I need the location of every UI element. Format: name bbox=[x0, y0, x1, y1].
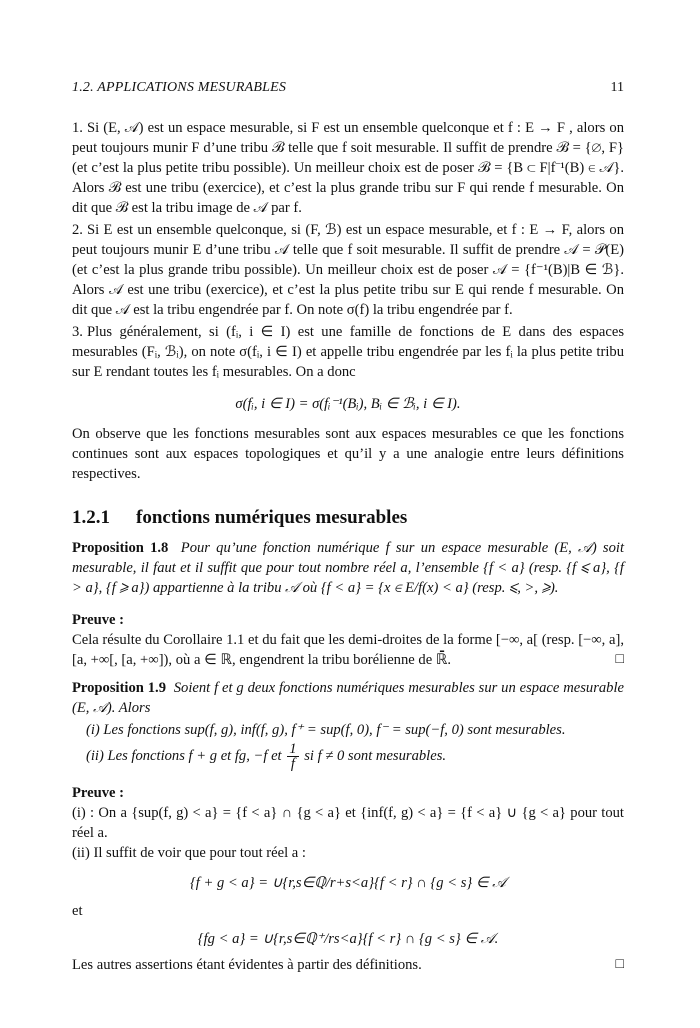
subsection-number: 1.2.1 bbox=[72, 507, 110, 528]
item-ii-after: si f ≠ 0 sont mesurables. bbox=[304, 747, 447, 764]
conclusion-text: Les autres assertions étant évidentes à partir des définitions. bbox=[72, 957, 422, 973]
proof-2-line-i: (i) : On a {sup(f, g) < a} = {f < a} ∩ {g < a} et {inf(f, g) < a} = {f < a} ∪ {g < a} pour tout réel a. bbox=[72, 805, 624, 841]
proposition-text: Pour qu’une fonction numérique f sur un espace mesurable (E, 𝒜) soit mesurable, il faut et il suffit que pour tout nombre réel a, l’ensemble {f < a} (resp. {f ⩽ a}, {f > a}, {f ⩾ a}) appartienne à la tribu 𝒜 où {f < a} = {x ∈ E/f(x) < a} (resp. ⩽, >, ⩾). bbox=[72, 540, 625, 596]
page-body bbox=[72, 118, 624, 975]
list-item-text: Si E est un ensemble quelconque, si (F, ℬ) est un espace mesurable, et f : E → F, alors on peut toujours munir E d’une tribu 𝒜 telle que f soit mesurable. Il suffit de prendre 𝒜 = 𝒫(E) (et c’est la plus grande tribu possible). Un meilleur choix est de poser 𝒜 = {f⁻¹(B)|B ∈ ℬ}. Alors 𝒜 est une tribu (exercice), et c’est la plus petite tribu sur E qui rende f mesurable. On dit que 𝒜 est la tribu engendrée par f. On note σ(f) la tribu engendrée par f. bbox=[72, 222, 624, 318]
fraction-one-over-f bbox=[287, 742, 298, 771]
list-item bbox=[72, 220, 624, 320]
connector-et: et bbox=[72, 903, 83, 919]
proposition-1-8 bbox=[72, 538, 624, 598]
proposition-1-9 bbox=[72, 678, 624, 718]
list-item-text: Si (E, 𝒜) est un espace mesurable, si F est un ensemble quelconque et f : E → F , alors on peut toujours munir F d’une tribu ℬ telle que f soit mesurable. Il suffit de prendre ℬ = {∅, F} (et c’est la plus petite tribu possible). Un meilleur choix est de poser ℬ = {B ⊂ F|f⁻¹(B) ∈ 𝒜}. Alors ℬ est une tribu (exercice), et c’est la plus grande tribu sur F qui rende f mesurable. On dit que ℬ est la tribu image de 𝒜 par f. bbox=[72, 120, 624, 216]
list-item-number: 3. bbox=[72, 324, 83, 340]
qed-symbol: □ bbox=[615, 652, 624, 667]
proof-1-paragraph bbox=[72, 630, 624, 670]
list-item bbox=[72, 322, 624, 382]
equation-product: {fg < a} = ∪{r,s∈ℚ⁺/rs<a}{f < r} ∩ {g < s} ∈ 𝒜. bbox=[197, 931, 499, 947]
list-item bbox=[72, 118, 624, 218]
proof-text: Cela résulte du Corollaire 1.1 et du fait que les demi-droites de la forme [−∞, a[ (resp. [−∞, a], [a, +∞[, [a, +∞]), où a ∈ ℝ, engendrent la tribu borélienne de ℝ̄. bbox=[72, 632, 624, 668]
proposition-item-i: (i) Les fonctions sup(f, g), inf(f, g), f⁺ = sup(f, 0), f⁻ = sup(−f, 0) sont mesurables. bbox=[86, 722, 566, 738]
list-item-number: 1. bbox=[72, 120, 83, 136]
running-header-section: 1.2. APPLICATIONS MESURABLES bbox=[72, 80, 287, 95]
equation-sum: {f + g < a} = ∪{r,s∈ℚ/r+s<a}{f < r} ∩ {g < s} ∈ 𝒜 bbox=[189, 875, 507, 891]
proposition-item-ii bbox=[86, 742, 624, 771]
fraction-numerator: 1 bbox=[289, 741, 297, 757]
item-ii-before: (ii) Les fonctions f + g et fg, −f et bbox=[86, 747, 282, 764]
observation-paragraph: On observe que les fonctions mesurables sont aux espaces mesurables ce que les fonctions continues sont aux espaces topologiques et qu’il y a une analogie entre leurs définitions respectives. bbox=[72, 426, 624, 482]
proposition-label: Proposition 1.8 bbox=[72, 540, 169, 556]
subsection-heading bbox=[72, 508, 624, 528]
running-header bbox=[72, 80, 624, 100]
page-number: 11 bbox=[610, 80, 624, 95]
list-item-number: 2. bbox=[72, 222, 83, 238]
fraction-denominator: f bbox=[290, 756, 295, 772]
equation-sigma: σ(fᵢ, i ∈ I) = σ(fᵢ⁻¹(Bᵢ), Bᵢ ∈ ℬᵢ, i ∈ I). bbox=[235, 396, 461, 412]
proof-label: Preuve : bbox=[72, 612, 125, 628]
proposition-label: Proposition 1.9 bbox=[72, 680, 167, 696]
proof-2-conclusion bbox=[72, 955, 624, 975]
list-item-text: Plus généralement, si (fᵢ, i ∈ I) est une famille de fonctions de E dans des espaces mesurables (Fᵢ, ℬᵢ), on note σ(fᵢ, i ∈ I) et appelle tribu engendrée par les fᵢ la plus petite tribu sur E rendant toutes les fᵢ mesurables. On a donc bbox=[72, 324, 624, 380]
proof-label: Preuve : bbox=[72, 785, 125, 801]
proposition-text: Soient f et g deux fonctions numériques mesurables sur un espace mesurable (E, 𝒜). Alors bbox=[72, 680, 625, 716]
proof-2-line-ii: (ii) Il suffit de voir que pour tout réel a : bbox=[72, 845, 306, 861]
subsection-title: fonctions numériques mesurables bbox=[136, 507, 408, 528]
qed-symbol: □ bbox=[615, 957, 624, 972]
